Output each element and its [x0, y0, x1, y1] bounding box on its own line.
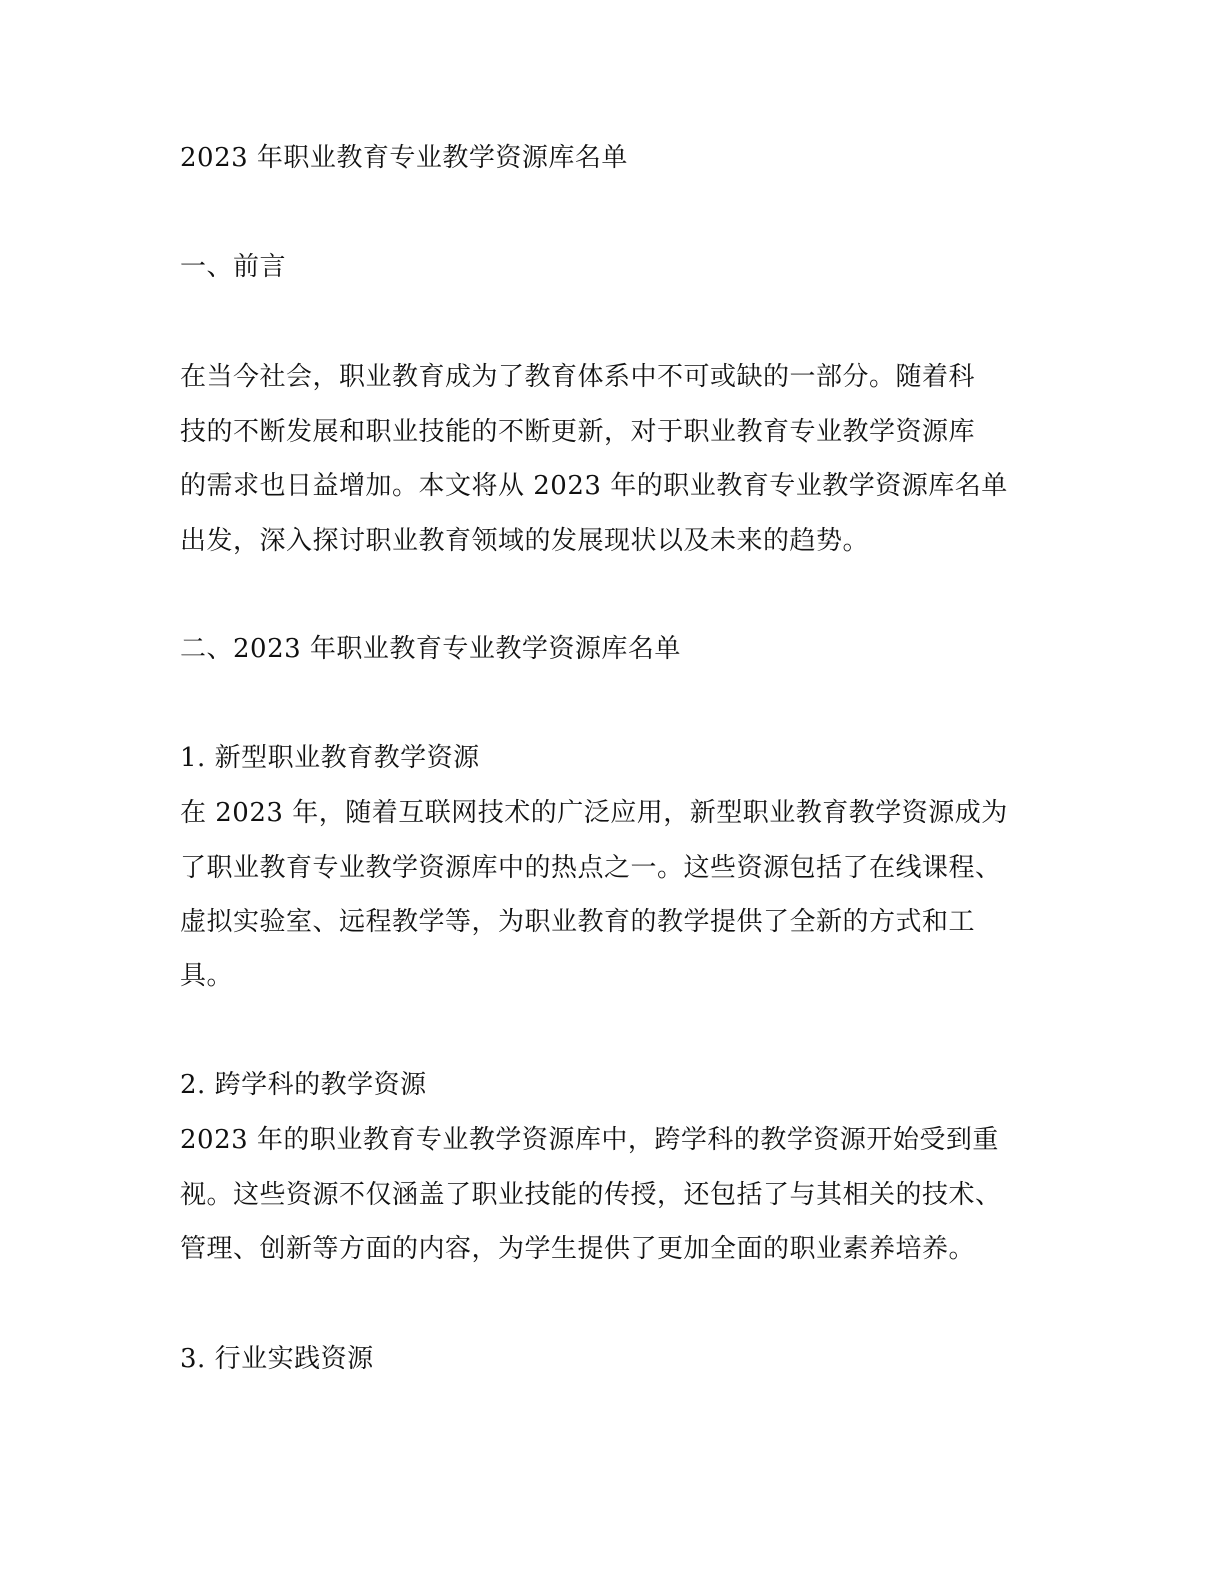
- paragraph-line: 技的不断发展和职业技能的不断更新，对于职业教育专业教学资源库: [180, 417, 976, 447]
- section-heading-list: 二、2023 年职业教育专业教学资源库名单: [180, 634, 681, 664]
- paragraph-line: 的需求也日益增加。本文将从 2023 年的职业教育专业教学资源库名单: [180, 471, 1008, 501]
- document-title: 2023 年职业教育专业教学资源库名单: [180, 143, 628, 173]
- paragraph-line: 在当今社会，职业教育成为了教育体系中不可或缺的一部分。随着科: [180, 362, 976, 392]
- item-heading-industry-practice: 3. 行业实践资源: [180, 1344, 374, 1374]
- paragraph-line: 视。这些资源不仅涵盖了职业技能的传授，还包括了与其相关的技术、: [180, 1180, 1002, 1210]
- paragraph-line: 具。: [180, 961, 234, 991]
- paragraph-line: 了职业教育专业教学资源库中的热点之一。这些资源包括了在线课程、: [180, 853, 1002, 883]
- paragraph-line: 虚拟实验室、远程教学等，为职业教育的教学提供了全新的方式和工: [180, 907, 976, 937]
- item-heading-interdisciplinary: 2. 跨学科的教学资源: [180, 1070, 427, 1100]
- paragraph-line: 出发，深入探讨职业教育领域的发展现状以及未来的趋势。: [180, 526, 870, 556]
- paragraph-line: 在 2023 年，随着互联网技术的广泛应用，新型职业教育教学资源成为: [180, 798, 1008, 828]
- section-heading-preface: 一、前言: [180, 252, 287, 282]
- paragraph-line: 2023 年的职业教育专业教学资源库中，跨学科的教学资源开始受到重: [180, 1125, 999, 1155]
- item-heading-new-resources: 1. 新型职业教育教学资源: [180, 743, 480, 773]
- paragraph-line: 管理、创新等方面的内容，为学生提供了更加全面的职业素养培养。: [180, 1234, 976, 1264]
